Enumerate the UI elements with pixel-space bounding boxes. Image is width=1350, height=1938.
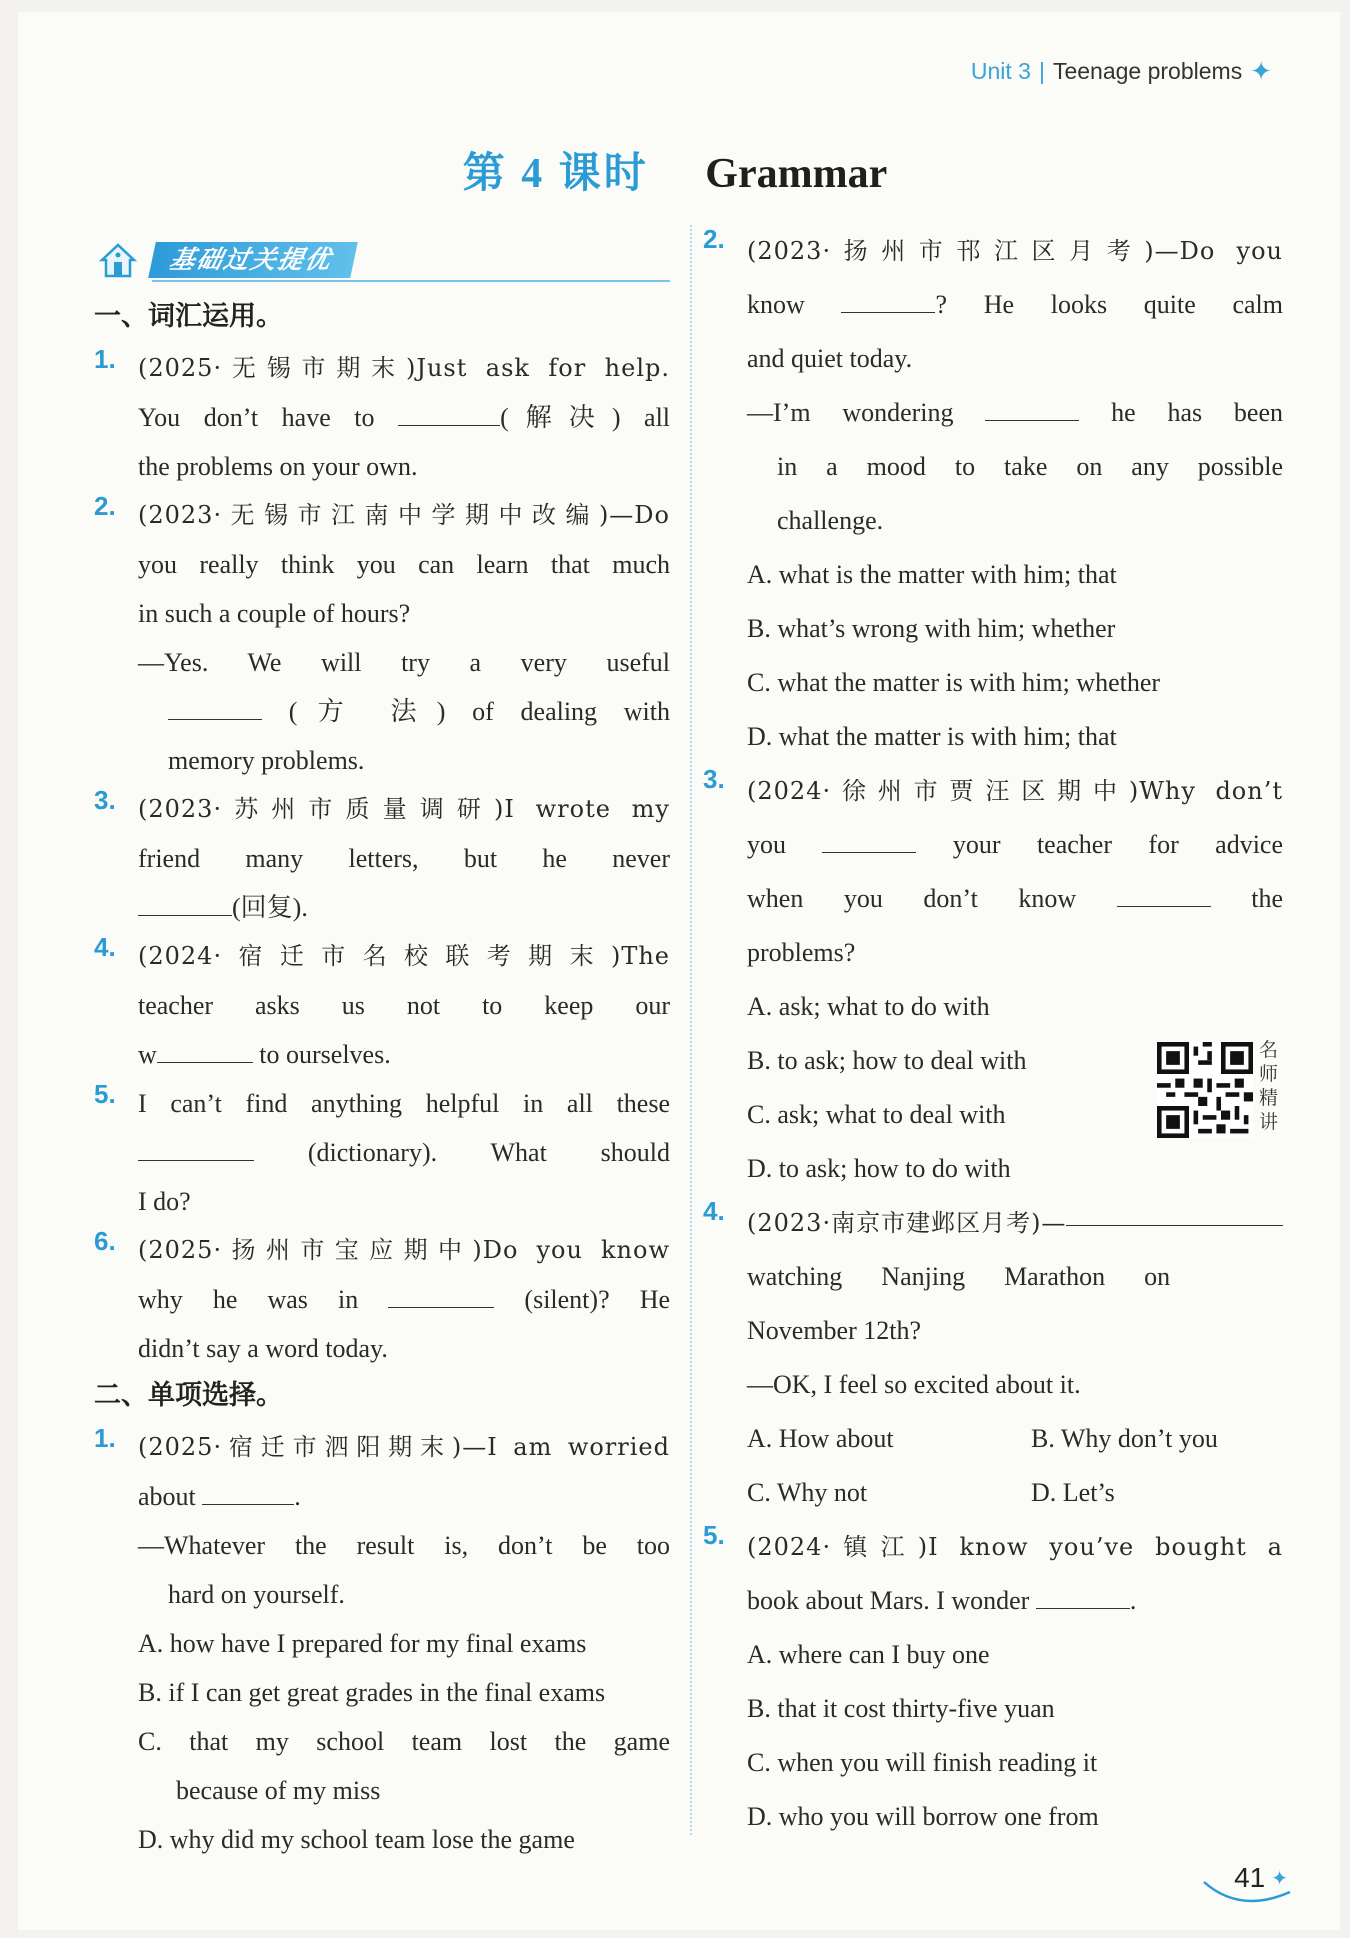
- banner-underline: [152, 280, 670, 282]
- question-number: 2.: [94, 491, 116, 521]
- question-line: [747, 1574, 1283, 1628]
- question-source-line: (2024·徐州市贾汪区期中)Why don’t: [747, 777, 1283, 805]
- question-source-line: (2024·宿迁市名校联考期末)The: [138, 942, 670, 970]
- question-line: the problems on your own.: [138, 452, 418, 481]
- qr-label: [1259, 1038, 1285, 1134]
- option-b[interactable]: B. to ask; how to deal with: [747, 1046, 1027, 1075]
- qr-label-char: 名: [1259, 1039, 1279, 1061]
- option-d[interactable]: D. what the matter is with him; that: [747, 722, 1117, 751]
- question-text: .: [294, 1482, 301, 1511]
- question-line: friend many letters, but he never: [138, 844, 670, 873]
- question-v3: [96, 785, 670, 932]
- question-line: November 12th?: [747, 1316, 922, 1345]
- page-number-swoosh-icon: [1200, 1870, 1300, 1910]
- question-text: (2023·南京市建邺区月考)—: [747, 1209, 1067, 1237]
- question-line: and quiet today.: [747, 344, 913, 373]
- question-line: hard on yourself.: [168, 1580, 345, 1609]
- question-line: watching Nanjing Marathon on: [747, 1262, 1171, 1291]
- option-b[interactable]: B. if I can get great grades in the final exams: [138, 1678, 606, 1707]
- answer-blank[interactable]: [841, 285, 935, 313]
- question-source-line: (2025·宿迁市泗阳期末)—I am worried: [138, 1433, 670, 1461]
- house-icon: [98, 240, 138, 280]
- sparkle-icon: ✦: [1250, 56, 1272, 86]
- question-source-line: (2024·镇江)I know you’ve bought a: [747, 1533, 1283, 1561]
- unit-topic: Teenage problems: [1052, 58, 1243, 84]
- options-row: [747, 1412, 1283, 1466]
- question-s3: [705, 764, 1283, 1196]
- question-text: .: [1129, 1586, 1137, 1615]
- answer-blank[interactable]: [822, 825, 916, 853]
- right-column: [705, 224, 1283, 1844]
- question-number: 1.: [94, 1423, 116, 1453]
- question-text: the: [1251, 884, 1283, 913]
- question-v6: [96, 1226, 670, 1373]
- option-c[interactable]: C. ask; what to deal with: [747, 1100, 1006, 1129]
- page-number-text: 41: [1234, 1862, 1266, 1893]
- option-d[interactable]: D. why did my school team lose the game: [138, 1825, 575, 1854]
- question-text: you: [747, 830, 786, 859]
- question-text: he has been: [1111, 398, 1284, 427]
- question-text: (silent)? He: [524, 1285, 671, 1314]
- question-source-line: (2023·苏州市质量调研)I wrote my: [138, 795, 670, 823]
- qr-code-icon[interactable]: [1157, 1042, 1253, 1138]
- question-line: you really think you can learn that much: [138, 550, 670, 579]
- question-line: [138, 687, 670, 736]
- hint-letter: w: [138, 1040, 157, 1069]
- question-v5: [96, 1079, 670, 1226]
- question-source-line: (2023·扬州市邗江区月考)—Do you: [747, 237, 1283, 265]
- options-row: [747, 1466, 1283, 1520]
- question-line: [747, 872, 1283, 926]
- question-line: —OK, I feel so excited about it.: [747, 1370, 1081, 1399]
- unit-label: Unit 3: [970, 58, 1031, 84]
- question-s1: [96, 1423, 670, 1864]
- answer-blank[interactable]: [157, 1035, 253, 1063]
- section-heading-vocabulary: 一、词汇运用。: [94, 301, 283, 332]
- option-b[interactable]: B. Why don’t you: [1031, 1424, 1218, 1453]
- question-s4: [705, 1196, 1283, 1520]
- question-text: your teacher for advice: [952, 830, 1284, 859]
- question-line: —Yes. We will try a very useful: [138, 648, 670, 677]
- question-text: why he was in: [138, 1285, 359, 1314]
- question-line: [747, 278, 1283, 332]
- option-c[interactable]: C. when you will finish reading it: [747, 1748, 1098, 1777]
- page-title: [0, 140, 1350, 200]
- lesson-number: 第 4 课时: [462, 151, 649, 197]
- question-s2: [705, 224, 1283, 764]
- option-a[interactable]: A. ask; what to do with: [747, 992, 990, 1021]
- option-d[interactable]: D. Let’s: [1031, 1478, 1115, 1507]
- question-line: [138, 1472, 670, 1521]
- question-text: when you don’t know: [747, 884, 1077, 913]
- option-b[interactable]: B. that it cost thirty-five yuan: [747, 1694, 1055, 1723]
- section-banner: [96, 236, 670, 284]
- question-source-line: (2023·无锡市江南中学期中改编)—Do: [138, 501, 670, 529]
- answer-blank[interactable]: [398, 398, 500, 426]
- option-c[interactable]: C. that my school team lost the game: [138, 1727, 670, 1756]
- option-a[interactable]: A. where can I buy one: [747, 1640, 990, 1669]
- question-text: (回复).: [232, 893, 308, 922]
- option-c-continued: because of my miss: [176, 1776, 381, 1805]
- answer-blank[interactable]: [168, 692, 262, 720]
- question-text: (解决) all: [500, 403, 671, 432]
- question-number: 2.: [703, 224, 725, 254]
- question-v1: [96, 344, 670, 491]
- question-line: didn’t say a word today.: [138, 1334, 388, 1363]
- question-line: [138, 1275, 670, 1324]
- question-text: book about Mars. I wonder: [747, 1586, 1030, 1615]
- question-line: [138, 1030, 670, 1079]
- question-line: —Whatever the result is, don’t be too: [138, 1531, 670, 1560]
- question-number: 4.: [94, 932, 116, 962]
- question-source-line: [747, 1196, 1283, 1250]
- question-line: [138, 393, 670, 442]
- option-a[interactable]: A. How about: [747, 1424, 894, 1453]
- question-line: [138, 883, 670, 932]
- left-column: [96, 236, 670, 1864]
- question-source-line: (2025·无锡市期末)Just ask for help.: [138, 354, 670, 382]
- question-line: in such a couple of hours?: [138, 599, 411, 628]
- qr-label-char: 师: [1259, 1063, 1279, 1085]
- question-v4: [96, 932, 670, 1079]
- option-a[interactable]: A. what is the matter with him; that: [747, 560, 1117, 589]
- question-line: [138, 1128, 670, 1177]
- option-b[interactable]: B. what’s wrong with him; whether: [747, 614, 1116, 643]
- section-heading-choice: 二、单项选择。: [94, 1380, 283, 1411]
- question-number: 6.: [94, 1226, 116, 1256]
- sparkle-icon: ✦: [1271, 1867, 1288, 1890]
- qr-label-char: 讲: [1259, 1111, 1279, 1133]
- qr-label-char: 精: [1259, 1087, 1279, 1109]
- header-separator: |: [1038, 58, 1045, 84]
- lesson-name: Grammar: [705, 151, 888, 197]
- option-d[interactable]: D. who you will borrow one from: [747, 1802, 1099, 1831]
- answer-blank[interactable]: [1036, 1581, 1130, 1609]
- option-d[interactable]: D. to ask; how to do with: [747, 1154, 1011, 1183]
- question-line: in a mood to take on any possible: [777, 452, 1283, 481]
- question-number: 3.: [94, 785, 116, 815]
- question-text: (方 法) of dealing with: [288, 697, 671, 726]
- question-text: about: [138, 1482, 196, 1511]
- question-line: problems?: [747, 938, 856, 967]
- answer-blank[interactable]: [202, 1477, 294, 1505]
- page-number: [1234, 1862, 1288, 1894]
- question-line: [747, 386, 1283, 440]
- answer-blank[interactable]: [985, 393, 1079, 421]
- question-source-line: (2025·扬州市宝应期中)Do you know: [138, 1236, 670, 1264]
- answer-blank[interactable]: [1066, 1196, 1283, 1226]
- question-line: [747, 818, 1283, 872]
- question-text: You don’t have to: [138, 403, 375, 432]
- column-divider: [690, 225, 692, 1835]
- question-v2: [96, 491, 670, 785]
- options-with-qr: [747, 980, 1283, 1196]
- question-text: to ourselves.: [259, 1040, 391, 1069]
- question-line: teacher asks us not to keep our: [138, 991, 670, 1020]
- question-s5: [705, 1520, 1283, 1844]
- running-header: [971, 56, 1272, 87]
- question-number: 1.: [94, 344, 116, 374]
- question-line: I can’t find anything helpful in all these: [138, 1089, 670, 1118]
- question-text: —I’m wondering: [747, 398, 954, 427]
- option-c[interactable]: C. Why not: [747, 1478, 868, 1507]
- question-line: I do?: [138, 1187, 191, 1216]
- question-text: know: [747, 290, 805, 319]
- question-number: 5.: [94, 1079, 116, 1109]
- answer-blank[interactable]: [138, 1133, 254, 1161]
- answer-blank[interactable]: [1117, 879, 1211, 907]
- answer-blank[interactable]: [138, 888, 232, 916]
- banner-label: 基础过关提优: [148, 242, 358, 278]
- question-number: 4.: [703, 1196, 725, 1226]
- question-number: 5.: [703, 1520, 725, 1550]
- question-number: 3.: [703, 764, 725, 794]
- question-line: memory problems.: [168, 746, 365, 775]
- answer-blank[interactable]: [388, 1280, 494, 1308]
- option-c[interactable]: C. what the matter is with him; whether: [747, 668, 1161, 697]
- question-text: ? He looks quite calm: [935, 290, 1283, 319]
- question-text: (dictionary). What should: [307, 1138, 671, 1167]
- option-a[interactable]: A. how have I prepared for my final exams: [138, 1629, 587, 1658]
- question-line: challenge.: [777, 506, 884, 535]
